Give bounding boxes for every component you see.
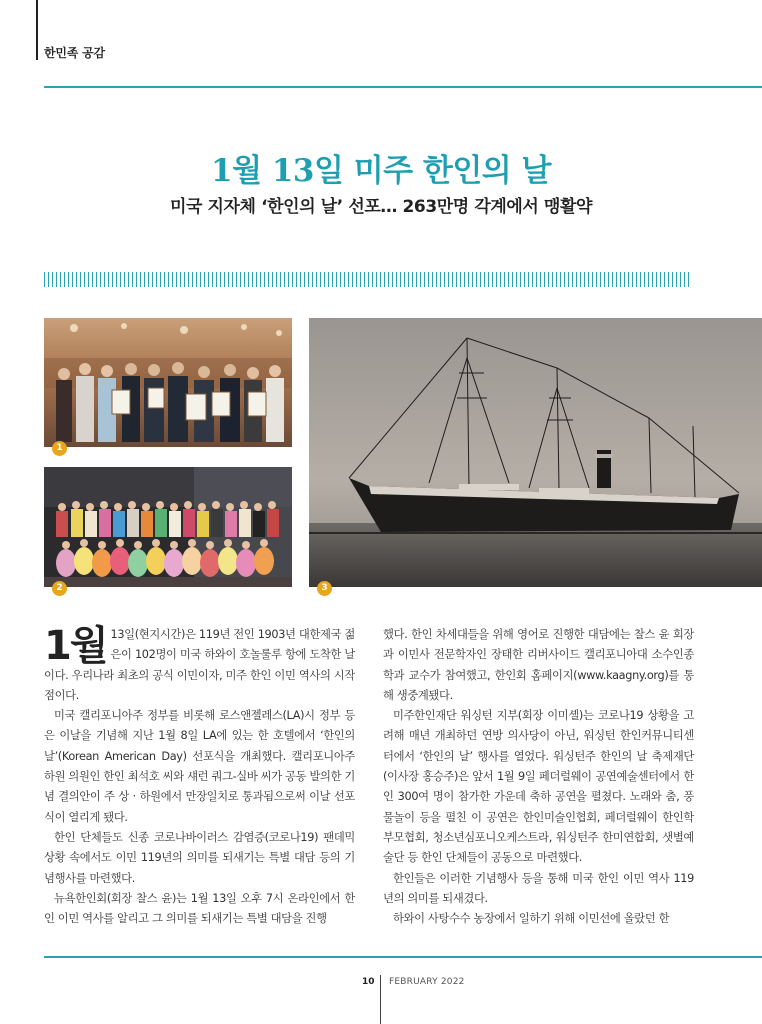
- top-margin-rule: [36, 0, 38, 60]
- article-title: 1월 13일 미주 한인의 날: [211, 153, 551, 189]
- article-paragraph: 한인 단체들도 신종 코로나바이러스 감염증(코로나19) 팬데믹 상황 속에서도 이민 119년의 의미를 되새기는 특별 대담 등의 기념행사를 마련했다.: [44, 830, 355, 885]
- footer-center-rule: [380, 975, 381, 1024]
- article-paragraph: 하와이 사탕수수 농장에서 일하기 위해 이민선에 올랐던 한: [393, 912, 670, 926]
- ceremony-photo: [44, 318, 292, 447]
- article-paragraph: 1월 13일(현지시간)은 119년 전인 1903년 대한제국 젊은이 102명이 미국 하와이 호놀룰루 항에 도착한 날이다. 우리나라 최초의 공식 이민이자, 미주 한인 이민 역사의 시작점이다.: [44, 623, 355, 702]
- immigrant-ship-photo: [309, 318, 762, 587]
- article-subtitle: 미국 지자체 ‘한인의 날’ 선포… 263만명 각계에서 맹활약: [169, 197, 593, 217]
- photo-number-badge: 1: [52, 441, 67, 456]
- dropcap: 1월: [44, 623, 107, 669]
- article-paragraph: 했다. 한인 차세대들을 위해 영어로 진행한 대담에는 찰스 윤 회장과 이민사 전문학자인 장태한 리버사이드 캘리포니아대 소수인종학과 교수가 참여했고, 한인회 홈페이지(www.kaagny.org)를 통해 생중계됐다.: [383, 628, 694, 702]
- article-body-right-column: [383, 625, 694, 929]
- footer-divider: [44, 956, 762, 958]
- photo-number-badge: 3: [317, 581, 332, 596]
- page-number: 10: [362, 977, 375, 987]
- article-paragraph: 한인들은 이러한 기념행사 등을 통해 미국 한인 이민 역사 119년의 의미를 되새겼다.: [383, 871, 694, 905]
- issue-date: FEBRUARY 2022: [389, 977, 465, 987]
- decorative-hatch-bar: [44, 272, 692, 287]
- article-paragraph: 뉴욕한인회(회장 찰스 윤)는 1월 13일 오후 7시 온라인에서 한인 이민 역사를 알리고 그 의미를 되새기는 특별 대담을 진행: [44, 891, 355, 926]
- article-paragraph: 미주한인재단 워싱턴 지부(회장 이미셸)는 코로나19 상황을 고려해 매년 개최하던 연방 의사당이 아닌, 워싱턴 한인커뮤니티센터에서 ‘한인의 날’ 행사를 열었다. 워싱턴주 한인의 날 축제재단(이사장 홍승주)은 앞서 1월 9일 페더럴웨이 공연예술센터에서 한인 300여 명이 참가한 가운데 축하 공연을 펼쳤다. 노래와 춤, 풍물놀이 등을 펼친 이 공연은 한인미술인협회, 페더럴웨이 한인학부모협회, 청소년심포니오케스트라, 워싱턴주 한미연합회, 샛별예술단 등 한인 단체들이 공동으로 마련했다.: [383, 709, 694, 865]
- header-divider: [44, 86, 762, 88]
- article-paragraph: 미국 캘리포니아주 정부를 비롯해 로스앤젤레스(LA)시 정부 등은 이날을 기념해 지난 1월 8일 LA에 있는 한 호텔에서 ‘한인의 날’(Korean American Day) 선포식을 개최했다. 캘리포니아주 하원 의원인 한인 최석호 씨와 섀런 쿼그-실바 씨가 공동 발의한 기념 결의안이 주 상 · 하원에서 만장일치로 통과됨으로써 이날 선포식이 열리게 됐다.: [44, 709, 355, 824]
- photo-number-badge: 2: [52, 581, 67, 596]
- article-body-left-column: [44, 625, 355, 929]
- group-performance-photo: [44, 467, 292, 587]
- section-label: 한민족 공감: [44, 46, 105, 60]
